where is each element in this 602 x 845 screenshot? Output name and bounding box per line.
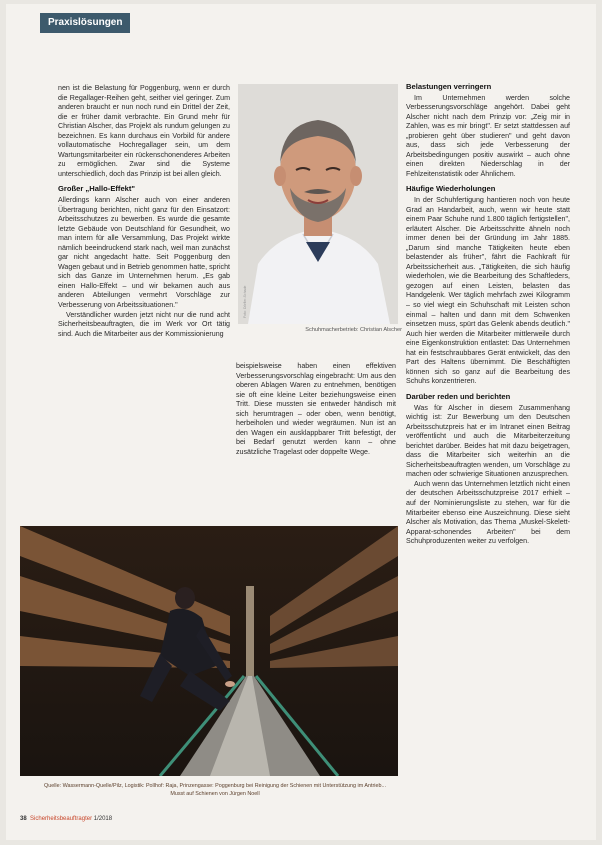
- subheading: Großer „Hallo-Effekt": [58, 184, 136, 194]
- portrait-caption: Schuhmacherbetrieb: Christian Alscher: [305, 327, 402, 333]
- section-label: Praxislösungen: [40, 13, 130, 33]
- page-footer: [20, 816, 220, 822]
- paragraph: nen ist die Belastung für Poggenburg, wenn er durch die Regallager-Reihen geht, seither viel geringer. Zum anderen braucht er nun noch rund ein Drittel der Zeit, die er früher damit verbrachte. Ein Grund mehr für Christian Alscher, das Projekt als rundum gelungen zu bezeichnen. Es kann durchaus ein Vorbild für andere vollautomatische Hochregallager sein, um dem Wartungsmitarbeiter ein rückenschonenderes Arbeiten zu ermöglichen. Zwar sind die Systeme unterschiedlich, doch das Prinzip ist bei allen gleich.: [58, 84, 230, 178]
- page-number: 38: [20, 816, 27, 822]
- text-column-1: [58, 84, 230, 339]
- portrait-illustration: [238, 84, 398, 324]
- text-column-2: [236, 362, 396, 457]
- paragraph: Allerdings kann Alscher auch von einer anderen Übertragung berichten, nicht ganz für den Einsatzort: Arbeitsschutzes zu bewerben. Es wurde die gesamte letzte Gebäude von Deutschland für Gesundheit, wo man intern für alle Versammlung, Das Projekt wirkte nämlich beeindruckend stark nach, weil man zunächst gar nicht angedacht hatte. Seit Poggenburg den Wagen gebaut und in Betrieb genommen hatte, spricht sich das Ganze im Unternehmen herum. „Es gab einen Hallo-Effekt – und wir bekamen auch aus anderen Abteilungen vermehrt Vorschläge zur Verbesserung von Arbeitssituationen.": [58, 196, 230, 310]
- warehouse-illustration: [20, 526, 398, 776]
- caption-line: Quelle: Wassermann-Quelle/Pilz, Logistik: Pollhof: Raja, Prinzengasse: Poggenburg bei Reinigung der Schienen mit Unterstützung im Antrieb...: [44, 783, 386, 789]
- paragraph: Was für Alscher in diesem Zusammenhang wichtig ist: Zur Bewerbung um den Deutschen Arbeitsschutzpreis hat er im Intranet einen Beitrag veröffentlicht und auch die Mitarbeiterzeitung berichtet darüber. Beides hat mit dazu beigetragen, dass die Mitarbeiter sich weiterhin an die Sicherheitsbeauftragten wenden, um Vorschläge zu machen oder schwierige Situationen anzusprechen.: [406, 403, 570, 479]
- paragraph: beispielsweise haben einen effektiven Verbesserungsvorschlag eingebracht: Um aus den oberen Ablagen Waren zu entnehmen, benötigen sie oft eine kleine Leiter beziehungsweise einen Tritt. Diese mussten sie entweder händisch mit sich herumtragen – oder oben, wenn benötigt, herbeiholen und wieder wegräumen. Nun ist an den Wagen ein ausklappbarer Tritt befestigt, der bei Bedarf genutzt werden kann – ohne zusätzliche Tragelast oder doppelte Wege.: [236, 362, 396, 456]
- subheading: Häufige Wiederholungen: [406, 184, 496, 194]
- magazine-title: Sicherheitsbeauftragter: [30, 816, 93, 822]
- paragraph: Auch wenn das Unternehmen letztlich nicht einen der deutschen Arbeitsschutzpreise 2017 erhielt – auf der Nominierungsliste zu stehen, war für die Mitarbeiter ebenso eine Auszeichnung. Diese sieht Alscher als Motivation, das Thema „Muskel-Skelett-Apparat-schonendes Arbeiten" bei dem Schuhproduzenten weiter zu verfolgen.: [406, 479, 570, 546]
- photo-credit: Foto: Dörfler-Schade: [243, 285, 247, 318]
- paragraph: Im Unternehmen werden solche Verbesserungsvorschläge angehört. Dabei geht Alscher nicht nach dem Prinzip vor: „Zeig mir in Zahlen, was es mir bringt". Er setzt stattdessen auf „probieren geht über studieren" und geht davon aus, dass sich jede Verbesserung der Arbeitsbedingungen positiv auswirkt – auch ohne einen direkten Niederschlag in der Fehlzeitenstatistik oder Ähnlichem.: [406, 93, 570, 178]
- subheading: Belastungen verringern: [406, 82, 492, 91]
- photo-caption: [30, 782, 400, 798]
- warehouse-photo: [20, 526, 398, 776]
- caption-line: Musst auf Schienen von Jürgen Noell: [170, 791, 260, 797]
- subheading: Darüber reden und berichten: [406, 391, 511, 401]
- paragraph: In der Schuhfertigung hantieren noch von heute Grad an Handarbeit, auch, wenn wir heute statt einem Paar Schuhe rund 1.800 täglich fertigstellen", erläutert Alscher. Die Arbeitsschritte ähneln noch immer denen bei der Gründung im Jahr 1885. „Darum sind manche Tätigkeiten heute eben belastender als früher", fährt die Fachkraft für Arbeitssicherheit aus. „Tätigkeiten, die sich häufig wiederholen, wie die Bearbeitung des Schaftleders, gezogen auf einen Leisten, belasten das Handgelenk. Wer täglich mehrfach zwei Kilogramm – so viel wiegt ein Schuhschaft mit Leisten schon einmal – halten und dann mit dem Schwenken einsetzen muss, spürt das Gelenk abends deutlich." Auch hier werden die Mitarbeiter mittlerweile durch eine Eigenkonstruktion entlastet: Das Unternehmen hat ein festschraubbares Gerät entwickelt, das den Part des Haltens übernimmt. Die Beschäftigten können sich so ganz auf die Bearbeitung des Schuhs konzentrieren.: [406, 196, 570, 386]
- paragraph: Verständlicher wurden jetzt nicht nur die rund acht Sicherheitsbeauftragten, die im Werk vor Ort tätig sind. Auch die Mitarbeiter aus der Kommissionierung: [58, 310, 230, 338]
- text-column-3: [406, 82, 570, 547]
- portrait-photo: [238, 84, 398, 324]
- issue-number: 1/2018: [93, 816, 113, 822]
